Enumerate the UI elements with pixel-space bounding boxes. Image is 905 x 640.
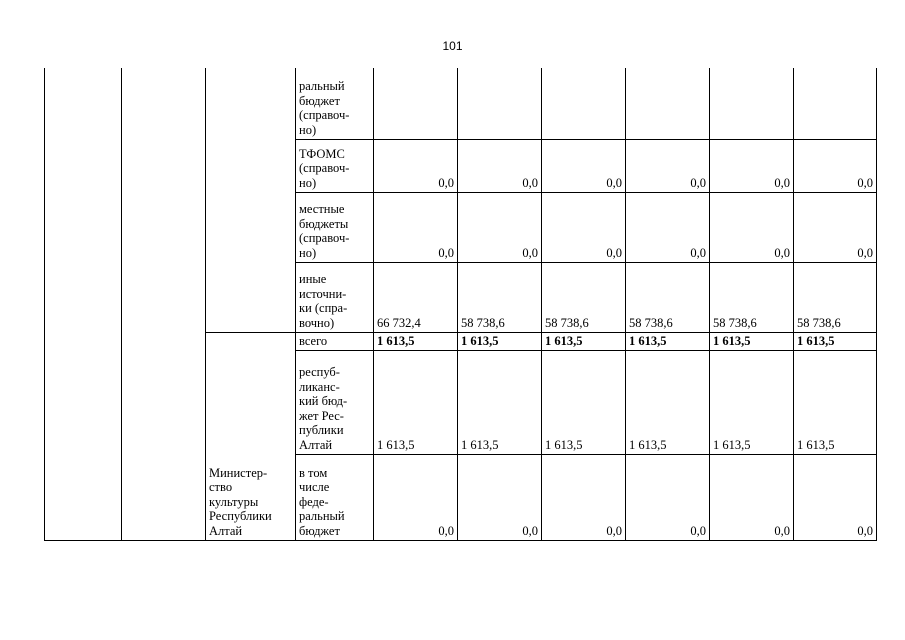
source-cell: всего: [296, 332, 374, 350]
source-cell: в том числе феде- ральный бюджет: [296, 454, 374, 540]
value-cell: 0,0: [794, 139, 877, 192]
value-cell: 1 613,5: [794, 332, 877, 350]
value-cell: 1 613,5: [458, 350, 542, 454]
source-cell: ральный бюджет (справоч- но): [296, 68, 374, 139]
value-cell: 0,0: [542, 454, 626, 540]
value-cell: 1 613,5: [458, 332, 542, 350]
value-cell: 58 738,6: [626, 262, 710, 332]
value-cell: 0,0: [542, 192, 626, 262]
value-cell: 1 613,5: [542, 332, 626, 350]
value-cell: 0,0: [458, 139, 542, 192]
value-cell: [710, 68, 794, 139]
value-cell: 58 738,6: [542, 262, 626, 332]
value-cell: 0,0: [542, 139, 626, 192]
value-cell: 0,0: [794, 192, 877, 262]
value-cell: 0,0: [374, 192, 458, 262]
value-cell: [374, 68, 458, 139]
value-cell: 0,0: [626, 192, 710, 262]
source-cell: респуб- ликанс- кий бюд- жет Рес- публики Алтай: [296, 350, 374, 454]
page-number: 101: [442, 39, 463, 53]
value-cell: 1 613,5: [710, 350, 794, 454]
empty-cell: [206, 68, 296, 332]
value-cell: 1 613,5: [710, 332, 794, 350]
value-cell: 1 613,5: [626, 350, 710, 454]
value-cell: 1 613,5: [374, 350, 458, 454]
value-cell: 0,0: [794, 454, 877, 540]
value-cell: [542, 68, 626, 139]
value-cell: [458, 68, 542, 139]
value-cell: 0,0: [626, 139, 710, 192]
value-cell: 0,0: [710, 139, 794, 192]
organization-label: Министер- ство культуры Республики Алтай: [209, 465, 272, 538]
value-cell: 0,0: [710, 454, 794, 540]
value-cell: [794, 68, 877, 139]
source-cell: ТФОМС (справоч- но): [296, 139, 374, 192]
value-cell: 1 613,5: [794, 350, 877, 454]
value-cell: 1 613,5: [374, 332, 458, 350]
budget-table: [44, 68, 877, 541]
empty-cell: [122, 68, 206, 540]
source-cell: местные бюджеты (справоч- но): [296, 192, 374, 262]
value-cell: 1 613,5: [626, 332, 710, 350]
value-cell: 58 738,6: [710, 262, 794, 332]
table-row: [45, 68, 877, 139]
value-cell: 0,0: [374, 139, 458, 192]
value-cell: 58 738,6: [794, 262, 877, 332]
value-cell: 0,0: [626, 454, 710, 540]
empty-cell: [45, 68, 122, 540]
value-cell: 58 738,6: [458, 262, 542, 332]
value-cell: [626, 68, 710, 139]
source-cell: иные источни- ки (спра- вочно): [296, 262, 374, 332]
value-cell: 1 613,5: [542, 350, 626, 454]
value-cell: 0,0: [374, 454, 458, 540]
value-cell: 0,0: [458, 192, 542, 262]
value-cell: 0,0: [458, 454, 542, 540]
value-cell: 0,0: [710, 192, 794, 262]
value-cell: 66 732,4: [374, 262, 458, 332]
organization-cell: [206, 332, 296, 540]
